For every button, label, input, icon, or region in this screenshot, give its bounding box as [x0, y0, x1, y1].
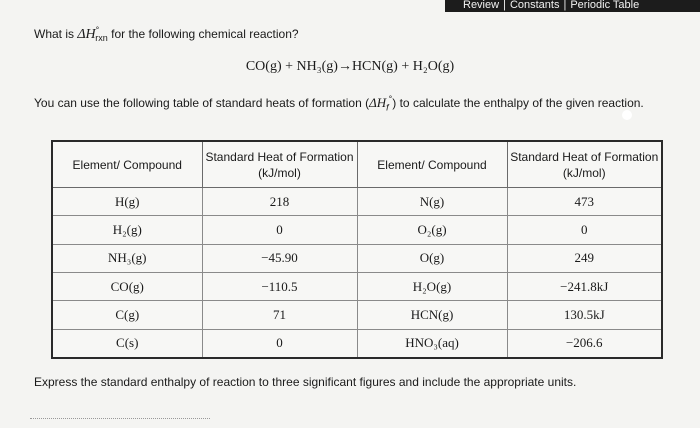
value-cell: 0 — [202, 329, 357, 358]
header-compound: Element/ Compound — [52, 141, 202, 188]
decorative-dot — [622, 110, 632, 120]
reaction-equation: CO(g) + NH₃(g)→HCN(g) + H₂O(g) — [245, 59, 455, 74]
review-link[interactable]: Review — [463, 0, 500, 11]
table-row — [52, 301, 662, 329]
value-cell: 249 — [507, 244, 662, 272]
value-cell: 0 — [507, 216, 662, 244]
table-row — [52, 329, 662, 358]
value-cell: −45.90 — [202, 244, 357, 272]
value-cell: −206.6 — [507, 329, 662, 358]
header-heat: Standard Heat of Formation (kJ/mol) — [507, 141, 662, 188]
question-text: What is $\Delta H^\circ_{rxn}$ for the following chemical reaction? — [34, 25, 299, 44]
compound-cell: N(g) — [357, 188, 507, 216]
value-cell: 218 — [202, 188, 357, 216]
compound-cell: O(g) — [357, 244, 507, 272]
value-cell: 71 — [202, 301, 357, 329]
compound-cell: O₂(g) — [357, 216, 507, 244]
table-row — [52, 244, 662, 272]
constants-link[interactable]: Constants — [509, 0, 560, 11]
value-cell: 0 — [202, 216, 357, 244]
value-cell: −241.8kJ — [507, 272, 662, 300]
instructions-text: You can use the following table of standard heats of formation $(\Delta H_f^\circ)$ to calculate the enthalpy of the given reaction. — [34, 94, 644, 113]
table-row — [52, 188, 662, 216]
link-separator: | — [563, 0, 567, 11]
header-compound: Element/ Compound — [357, 141, 507, 188]
compound-cell: H₂O(g) — [357, 272, 507, 300]
header-heat: Standard Heat of Formation (kJ/mol) — [202, 141, 357, 188]
compound-cell: HNO₃(aq) — [357, 329, 507, 358]
value-cell: 473 — [507, 188, 662, 216]
table-row — [52, 216, 662, 244]
compound-cell: C(s) — [52, 329, 202, 358]
compound-cell: CO(g) — [52, 272, 202, 300]
value-cell: −110.5 — [202, 272, 357, 300]
periodic-table-link[interactable]: Periodic Table — [570, 0, 640, 11]
top-links-bar — [445, 0, 700, 12]
answer-prompt: Express the standard enthalpy of reaction to three significant figures and include the appropriate units. — [34, 375, 577, 389]
compound-cell: HCN(g) — [357, 301, 507, 329]
table-header-row — [52, 141, 662, 188]
compound-cell: H(g) — [52, 188, 202, 216]
link-separator: | — [503, 0, 506, 11]
table-row — [52, 272, 662, 300]
compound-cell: C(g) — [52, 301, 202, 329]
heats-of-formation-table — [51, 140, 663, 359]
compound-cell: H₂(g) — [52, 216, 202, 244]
value-cell: 130.5kJ — [507, 301, 662, 329]
compound-cell: NH₃(g) — [52, 244, 202, 272]
